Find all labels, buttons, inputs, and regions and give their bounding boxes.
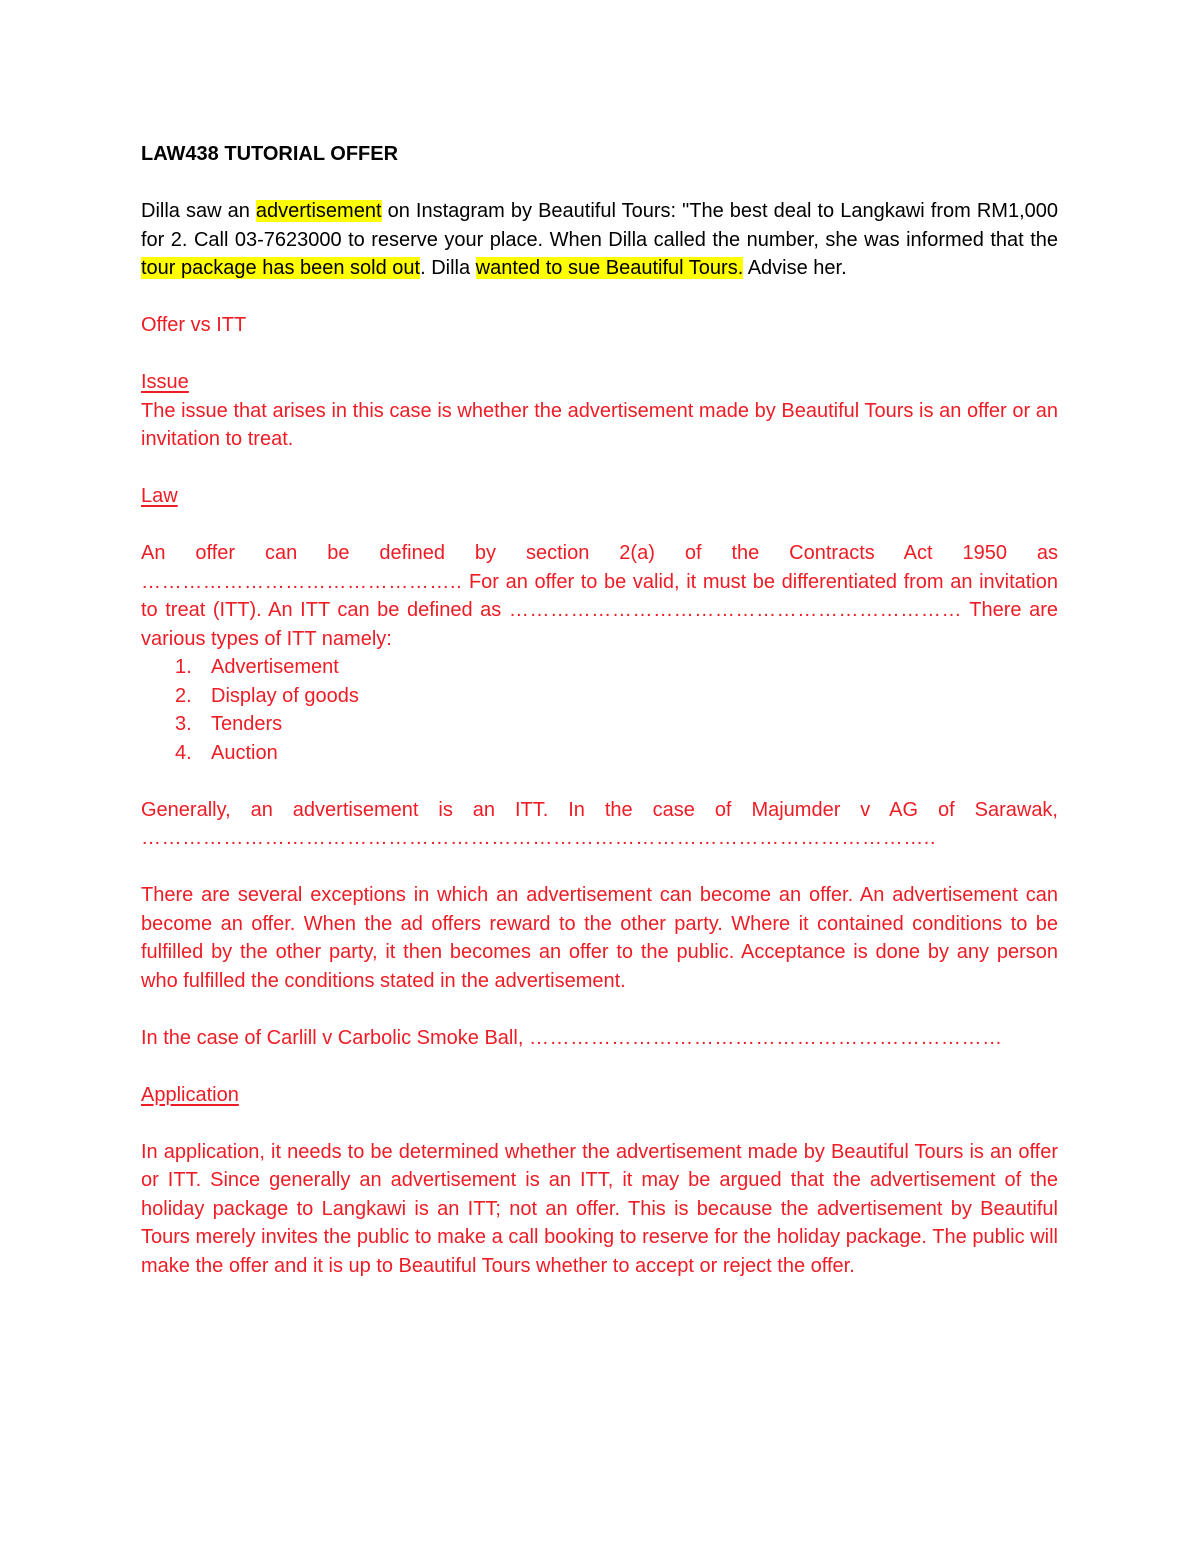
application-heading: Application (141, 1083, 239, 1106)
list-item: 1. Advertisement (175, 656, 339, 678)
list-item: 3. Tenders (175, 713, 283, 735)
carlill-paragraph: In the case of Carlill v Carbolic Smoke Ball, …………………………………………………………… (141, 1026, 1003, 1049)
issue-text: The issue that arises in this case is whether the advertisement made by Beautiful Tours is an offer or an invitation to treat. (141, 399, 1058, 450)
document-page (141, 140, 1058, 1280)
exceptions-paragraph: There are several exceptions in which an advertisement can become an offer. An advertisement can become an offer. When the ad offers reward to the other party. Where it contained conditions to be fulfilled by the other party, it then becomes an offer to the public. Acceptance is done by any person who fulfilled the conditions stated in the advertisement. (141, 884, 1058, 992)
blank-dots: …………………………………………………………………………………………………….. (141, 827, 937, 849)
issue-heading: Issue (141, 371, 189, 393)
application-text: In application, it needs to be determined whether the advertisement made by Beautiful Tours is an offer or ITT. Since generally an advertisement is an ITT, it may be argued that the advertisement of the holiday package to Langkawi is an ITT; not an offer. This is because the advertisement by Beautiful Tours merely invites the public to make a call booking to reserve for the holiday package. The public will make the offer and it is up to Beautiful Tours whether to accept or reject the offer. (141, 1140, 1058, 1277)
highlight-wanted-to-sue: wanted to sue Beautiful Tours. (475, 257, 744, 279)
highlight-sold-out: tour package has been sold out (141, 257, 421, 279)
document-title: LAW438 TUTORIAL OFFER (141, 143, 399, 165)
list-item: 4. Auction (175, 741, 278, 764)
question-paragraph: Dilla saw an advertisement on Instagram by Beautiful Tours: "The best deal to Langkawi from RM1,000 for 2. Call 03-7623000 to reserve your place. When Dilla called the number, she was informed that the tour package has been sold out. Dilla wanted to sue Beautiful Tours. Advise her. (141, 200, 1059, 279)
topic-heading: Offer vs ITT (141, 314, 247, 336)
law-definition-paragraph: An offer can be defined by section 2(a) of the Contracts Act 1950 as ……………………………………….. For an offer to be valid, it must be differentiated from an invitation to treat (ITT). An ITT can be defined as ………………………………………………………… There are various types of ITT namely: (141, 542, 1058, 650)
law-heading: Law (141, 485, 178, 507)
blank-dots: …………………………………………………………… (528, 1026, 1003, 1049)
list-item: 2. Display of goods (175, 684, 359, 707)
blank-dots: ………………………………………………………… (508, 599, 963, 621)
majumder-paragraph: Generally, an advertisement is an ITT. In the case of Majumder v AG of Sarawak, …………………………………………………………………………………………………….. (141, 798, 1058, 849)
highlight-advertisement: advertisement (255, 200, 382, 222)
blank-dots: ……………………………………….. (141, 570, 463, 593)
itt-types-list (141, 653, 1058, 767)
